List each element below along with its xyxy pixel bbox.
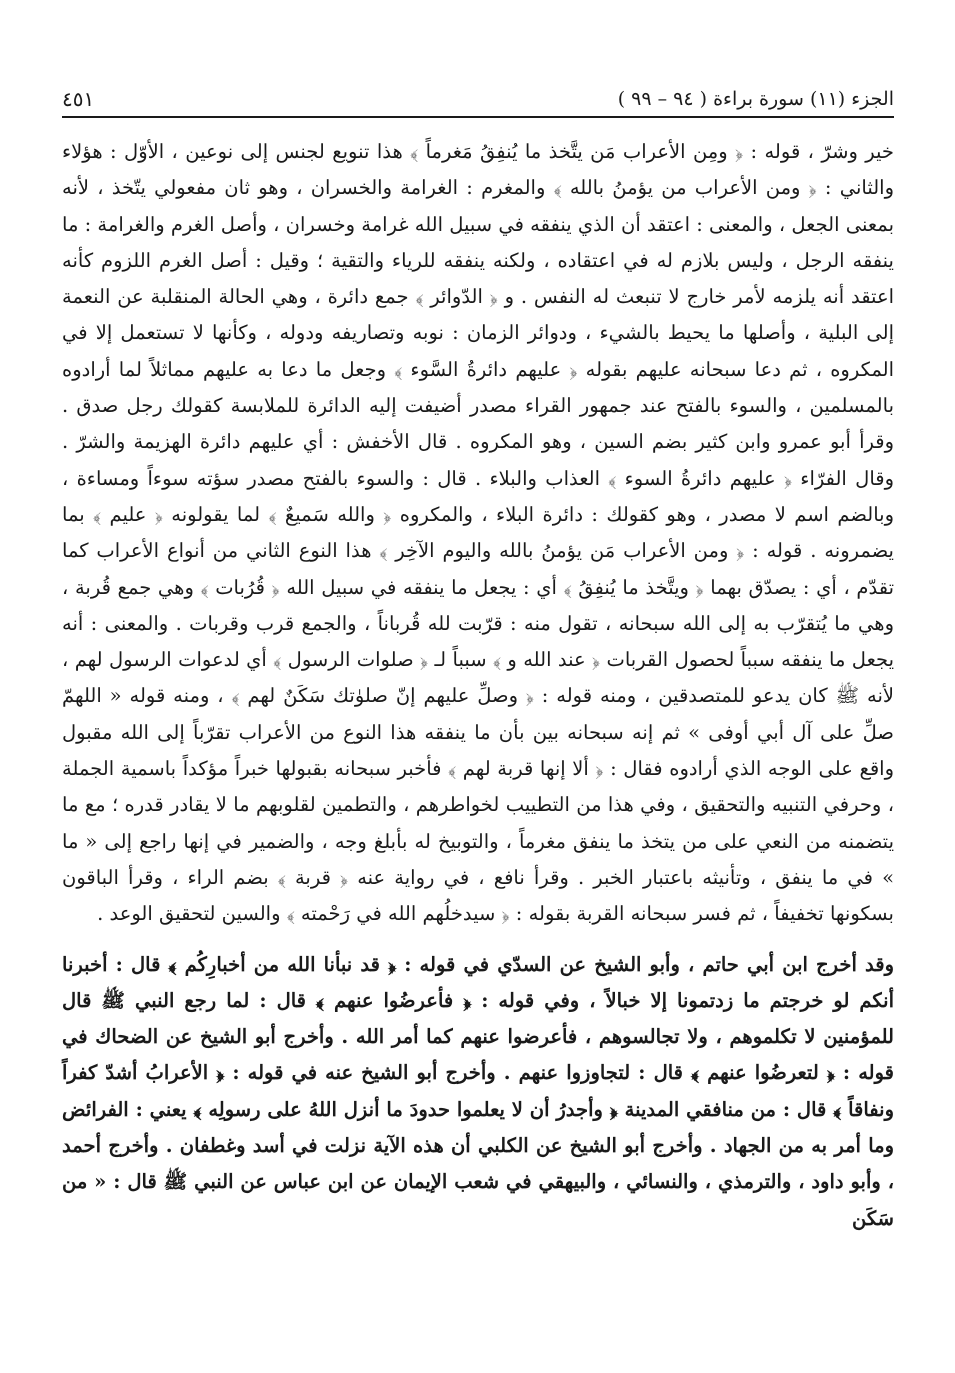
body-paragraph: خير وشرّ ، قوله : ﴿ ومِن الأعراب مَن يتَّخذ ما يُنفِقُ مَغرماً ﴾ هذا تنويع لجنس إلى نوعين ، الأوّل : هؤلاء والثاني : ﴿ ومن الأعراب من يؤمنُ بالله ﴾ والمغرم : الغرامة والخسران ، وهو ثان مفعولي يتّخذ ، لأنه بمعنى الجعل ، والمعنى : اعتقد أن الذي ينفقه في سبيل الله غرامة وخسران ، وأصل الغرم والغرامة : ما ينفقه الرجل ، وليس بلازم له في اعتقاده ، ولكنه ينفقه للرياء والتقية ؛ وقيل : أصل الغرم اللزوم كأنه اعتقد أنه يلزمه لأمر خارج لا تنبعث له النفس . و ﴿ الدّوائر ﴾ جمع دائرة ، وهي الحالة المنقلبة عن النعمة إلى البلية ، وأصلها ما يحيط بالشيء ، ودوائر الزمان : نوبه وتصاريفه ودوله ، وكأنها لا تستعمل إلا في المكروه ، ثم دعا سبحانه عليهم بقوله ﴿ عليهم دائرةُ السَّوء ﴾ وجعل ما دعا به عليهم مماثلاً لما أرادوه بالمسلمين ، والسوء بالفتح عند جمهور القراء مصدر أضيفت إليه الدائرة للملابسة كقولك رجل صدق . وقرأ أبو عمرو وابن كثير بضم السين ، وهو المكروه . قال الأخفش : أي عليهم دائرة الهزيمة والشرّ . وقال الفرّاء ﴿ عليهم دائرةُ السوء ﴾ العذاب والبلاء . قال : والسوء بالفتح مصدر سؤته سوءاً ومساءة ، وبالضم اسم لا مصدر ، وهو كقولك : دائرة البلاء ، والمكروه ﴿ والله سَميعٌ ﴾ لما يقولونه ﴿ عليم ﴾ بما يضمرونه . قوله : ﴿ ومن الأعراب مَن يؤمنُ بالله واليوم الآخِر ﴾ هذا النوع الثاني من أنواع الأعراب كما تقدّم ، أي : يصدّق بهما ﴿ ويتَّخذ ما يُنفِقُ ﴾ أي : يجعل ما ينفقه في سبيل الله ﴿ قُرُبات ﴾ وهي جمع قُربة ، وهي ما يُتقرّب به إلى الله سبحانه ، تقول منه : قرّبت لله قُرباناً ، والجمع قرب وقربات . والمعنى : أنه يجعل ما ينفقه سبباً لحصول القربات ﴿ عند الله و ﴾ سبباً لـ ﴿ صلوات الرسول ﴾ أي لدعوات الرسول لهم ، لأنه ﷺ كان يدعو للمتصدقين ، ومنه قوله : ﴿ وصلِّ عليهم إنّ صلوٰتك سَكَنٌ لهم ﴾ ، ومنه قوله « اللهمّ صلِّ على آل أبي أوفى » ثم إنه سبحانه بين بأن ما ينفقه هذا النوع من الأعراب تقرّباً إلى الله مقبول واقع على الوجه الذي أرادوه فقال : ﴿ ألا إنها قربة لهم ﴾ فأخبر سبحانه بقبولها خبراً مؤكداً باسمية الجملة ، وحرفي التنبيه والتحقيق ، وفي هذا من التطييب لخواطرهم ، والتطمين لقلوبهم ما لا يقادر قدره ؛ مع ما يتضمنه من النعي على من يتخذ ما ينفق مغرماً ، والتوبيخ له بأبلغ وجه ، والضمير في إنها راجع إلى « ما » في ما ينفق ، وتأنيثه باعتبار الخبر . وقرأ نافع ، في رواية عنه ﴿ قربة ﴾ بضم الراء ، وقرأ الباقون بسكونها تخفيفاً ، ثم فسر سبحانه القربة بقوله : ﴿ سيدخلُهم الله في رَحْمته ﴾ والسين لتحقيق الوعد . bbox=[62, 140, 894, 926]
running-title: الجزء (١١) سورة براءة ( ٩٤ – ٩٩ ) bbox=[617, 88, 894, 110]
document-page bbox=[62, 86, 894, 1237]
page-number: ٤٥١ bbox=[62, 87, 95, 111]
page-header bbox=[62, 86, 894, 118]
body-paragraph: وقد أخرج ابن أبي حاتم ، وأبو الشيخ عن السدّي في قوله : ﴿ قد نبأنا الله من أخبارِكُم ﴾ قال : أخبرنا أنكم لو خرجتم ما زدتمونا إلا خبالاً ، وفي قوله : ﴿ فأعرضُوا عنهم ﴾ قال : لما رجع النبي ﷺ قال للمؤمنين لا تكلموهم ، ولا تجالسوهم ، فأعرضوا عنهم كما أمر الله . وأخرج أبو الشيخ عن الضحاك في قوله : ﴿ لتعرضُوا عنهم ﴾ قال : لتجاوزوا عنهم . وأخرج أبو الشيخ عنه في قوله : ﴿ الأعرابُ أشدّ كفراً ونفاقاً ﴾ قال : من منافقي المدينة ﴿ وأجدرُ أن لا يعلموا حدودَ ما أنزل اللهُ على رسولِه ﴾ يعني : الفرائض وما أمر به من الجهاد . وأخرج أبو الشيخ عن الكلبي أن هذه الآية نزلت في أسد وغطفان . وأخرج أحمد ، وأبو داود ، والترمذي ، والنسائي ، والبيهقي في شعب الإيمان عن ابن عباس عن النبي ﷺ قال : « من سَكَن bbox=[62, 952, 894, 1230]
